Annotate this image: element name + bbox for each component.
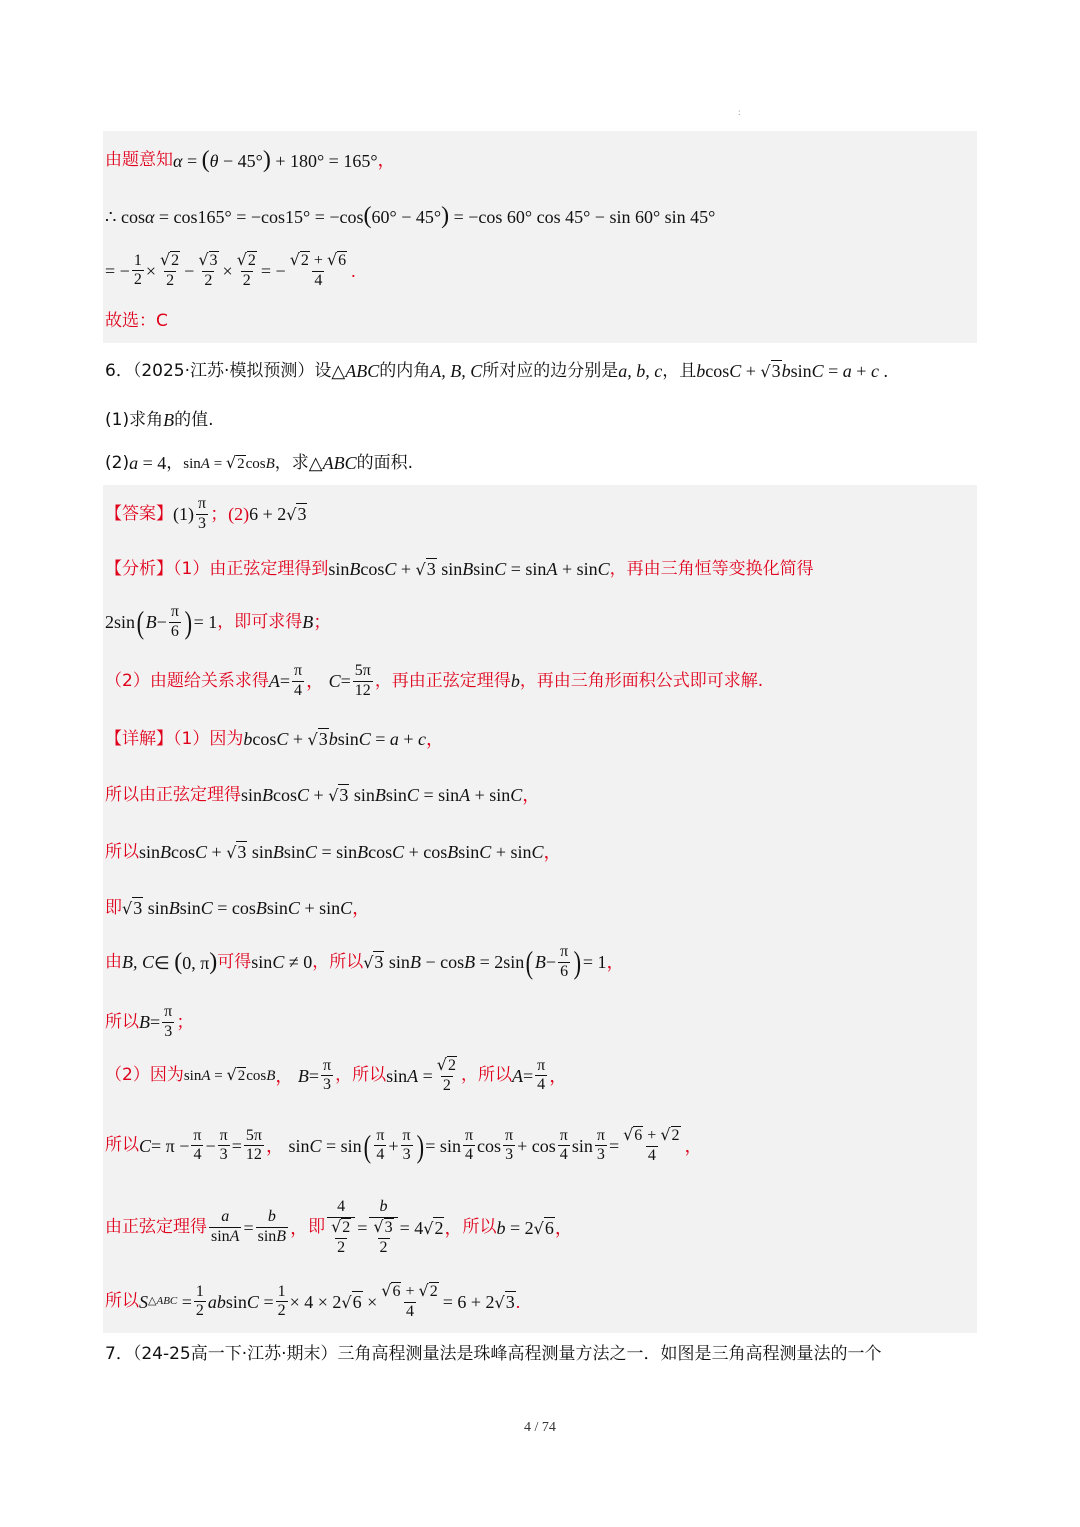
detail-line2: 所以由正弦定理得 sinBcosC + √3 sinBsinC = sinA + sinC ， — [105, 784, 541, 805]
q6-stem: 6．（2025·江苏·模拟预测）设 △ABC 的内角 A, B, C 所对应的边分别是 a, b, c ，且 bcosC + √3bsinC = a + c . — [105, 360, 888, 381]
detail-line8: 所以 C = π − $\frac{\pi}{4}$ − $\frac{\pi}{3}$ = $\frac{5\pi}{12}$ ， sinC = sin ( $\frac{\pi}{4}$ + $\frac{\pi}{3}$ ) = sin $\frac{\pi}{4}$ cos $\frac{\pi}{3}$ + cos $\frac{\pi}{4}$ sin $\frac{\pi}{3}$ = $\frac{√6 + √2}{4}$ ， — [105, 1125, 703, 1164]
detail-line6: 所以 B = $\frac{\pi}{3}$ ； — [105, 1003, 195, 1040]
detail-line10: 所以 S △ABC = $\frac{1}{2}$ absinC = $\frac{1}{2}$ × 4 × 2√6 × $\frac{√6 + √2}{4}$ = 6 + 2√3 . — [105, 1281, 521, 1320]
q7-stem: 7．（24-25高一下·江苏·期末）三角高程测量法是珠峰高程测量方法之一．如图是三角高程测量法的一个 — [105, 1344, 882, 1364]
detail-line1: 【详解】（1）因为 bcosC + √3bsinC = a + c ， — [105, 728, 445, 749]
sol5-line1: 由题意知 α = (θ − 45°) + 180° = 165° ， — [105, 147, 396, 173]
detail-line7: （2）因为 sinA = √2cosB ， B = $\frac{\pi}{3}$ ，所以 sinA = $\frac{√2}{2}$ ，所以 A = $\frac{\pi}{4}$ ， — [105, 1055, 568, 1094]
page-mark: : — [738, 107, 741, 117]
analysis-line2: 2sin ( B − $\frac{\pi}{6}$ ) = 1 ，即可求得 B ； — [105, 603, 332, 641]
detail-line4: 即 √3 sinBsinC = cosBsinC + sinC ， — [105, 897, 371, 918]
sol5-choice: 故选：C — [105, 311, 168, 331]
analysis-line1: 【分析】（1）由正弦定理得到 sinBcosC + √3 sinBsinC = sinA + sinC ，再由三角恒等变换化简得 — [105, 558, 814, 579]
detail-line9: 由正弦定理得 $\frac{a}{\sin A}$ = $\frac{b}{\sin B}$ ， 即 $\frac{4}{\frac{√2}{2}}$ = $\frac{b}{\frac{√3}{2}}$ = 4√2 ， 所以 b = 2√6 ， — [105, 1198, 573, 1256]
detail-line3: 所以 sinBcosC + √3 sinBsinC = sinBcosC + cosBsinC + sinC ， — [105, 841, 562, 862]
sol5-line3: = − $\frac{1}{2}$ × $\frac{√2}{2}$ − $\frac{√3}{2}$ × $\frac{√2}{2}$ = − $\frac{√2 + √6}{4}$ . — [105, 250, 356, 289]
answer-line: 【答案】 (1) $\frac{\pi}{3}$ ；(2) 6 + 2√3 — [105, 495, 307, 532]
sol5-line2: ∴ cosα = cos165° = −cos15° = −cos(60° − 45°) = −cos 60° cos 45° − sin 60° sin 45° — [105, 203, 716, 229]
page-number: 4 / 74 — [524, 1420, 556, 1435]
analysis-line3: （2）由题给关系求得 A = $\frac{\pi}{4}$ ， C = $\frac{5\pi}{12}$ ，再由正弦定理得 b ，再由三角形面积公式即可求解. — [105, 662, 764, 699]
q6-part1: (1)求角 B 的值. — [105, 409, 214, 430]
q6-part2: (2) a = 4 ， sinA = √2cosB ，求 △ABC 的面积. — [105, 452, 414, 473]
detail-line5: 由 B, C ∈ (0, π) 可得 sinC ≠ 0 ，所以 √3 sinB − cosB = 2sin ( B − $\frac{\pi}{6}$ ) = 1 ， — [105, 943, 625, 981]
